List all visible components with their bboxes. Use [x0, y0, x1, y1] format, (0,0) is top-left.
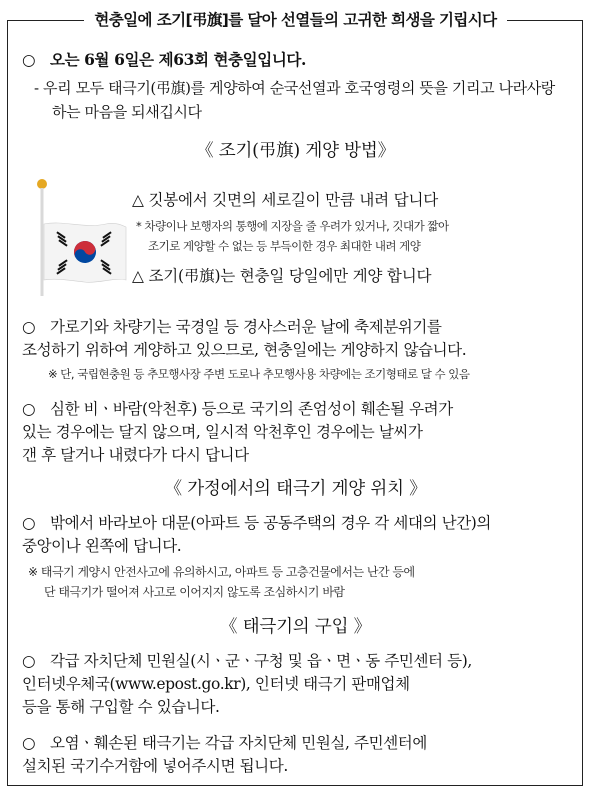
bullet-marker: ○: [22, 734, 36, 752]
bullet-line: 각급 자치단체 민원실(시ㆍ군ㆍ구청 및 읍ㆍ면ㆍ동 주민센터 등),: [50, 652, 472, 670]
bullet-line: 중앙이나 왼쪽에 답니다.: [22, 537, 182, 555]
bullet-marker: ○: [22, 318, 36, 336]
location-note-line-1: ※ 태극기 게양시 안전사고에 유의하시고, 아파트 등 고층건물에서는 난간 등에: [28, 565, 415, 579]
bullet-street-flags: [22, 316, 575, 362]
dash-marker: -: [34, 79, 39, 97]
half-mast-flag-image: [20, 176, 128, 296]
bullet-line: 있는 경우에는 달지 않으며, 일시적 악천후인 경우에는 날씨가: [22, 423, 423, 441]
bullet-line: 조성하기 위하여 게양하고 있으므로, 현충일에는 게양하지 않습니다.: [22, 341, 467, 359]
bullet-line: 밖에서 바라보아 대문(아파트 등 공동주택의 경우 각 세대의 난간)의: [50, 514, 491, 532]
street-flags-note: ※ 단, 국립현충원 등 추모행사장 주변 도로나 추모행사용 차량에는 조기형태로 달 수 있음: [48, 367, 470, 381]
method-step-1: △ 깃봉에서 깃면의 세로길이 만큼 내려 답니다: [132, 191, 438, 209]
bullet-line: 등을 통해 구입할 수 있습니다.: [22, 698, 220, 716]
location-note-line-2: 단 태극기가 떨어져 사고로 이어지지 않도록 조심하시기 바람: [44, 585, 345, 599]
bullet-marker: ○: [22, 50, 36, 69]
method-step-2: △ 조기(弔旗)는 현충일 당일에만 게양 합니다: [132, 267, 432, 285]
bullet-line: 심한 비ㆍ바람(악천후) 등으로 국기의 존엄성이 훼손될 우려가: [50, 400, 453, 418]
bullet-line: 갠 후 달거나 내렸다가 다시 답니다: [22, 446, 249, 464]
page-title: 현충일에 조기[弔旗]를 달아 선열들의 고귀한 희생을 기립시다: [84, 7, 506, 33]
method-note-line-1: * 차량이나 보행자의 통행에 지장을 줄 우려가 있거나, 깃대가 짧아: [136, 219, 449, 233]
intro-body: [28, 76, 568, 124]
taegukgi-half-mast-icon: [20, 176, 128, 296]
purchase-bullet-1: [22, 650, 575, 719]
intro-headline-text: 오는 6월 6일은 제63회 현충일입니다.: [50, 50, 306, 69]
location-bullet: [22, 512, 575, 558]
title-wrap: [0, 7, 591, 33]
method-heading: 《 조기(弔旗) 게양 방법》: [196, 141, 395, 161]
bullet-line: 가로기와 차량기는 국경일 등 경사스러운 날에 축제분위기를: [50, 318, 442, 336]
purchase-heading: 《 태극기의 구입 》: [220, 617, 371, 637]
purchase-bullet-2: [22, 732, 575, 778]
location-heading: 《 가정에서의 태극기 게양 위치 》: [164, 479, 427, 499]
bullet-line: 인터넷우체국(www.epost.go.kr), 인터넷 태극기 판매업체: [22, 675, 410, 693]
bullet-line: 설치된 국기수거함에 넣어주시면 됩니다.: [22, 757, 288, 775]
method-note-line-2: 조기로 게양할 수 없는 등 부득이한 경우 최대한 내려 게양: [148, 239, 421, 253]
bullet-bad-weather: [22, 398, 575, 467]
bullet-line: 오염ㆍ훼손된 태극기는 각급 자치단체 민원실, 주민센터에: [50, 734, 427, 752]
bullet-marker: ○: [22, 400, 36, 418]
intro-body-text: 우리 모두 태극기(弔旗)를 게양하여 순국선열과 호국영령의 뜻을 기리고 나라사랑하는 마음을 되새깁시다: [43, 79, 555, 121]
intro-headline: [22, 48, 575, 71]
bullet-marker: ○: [22, 514, 36, 532]
bullet-marker: ○: [22, 652, 36, 670]
